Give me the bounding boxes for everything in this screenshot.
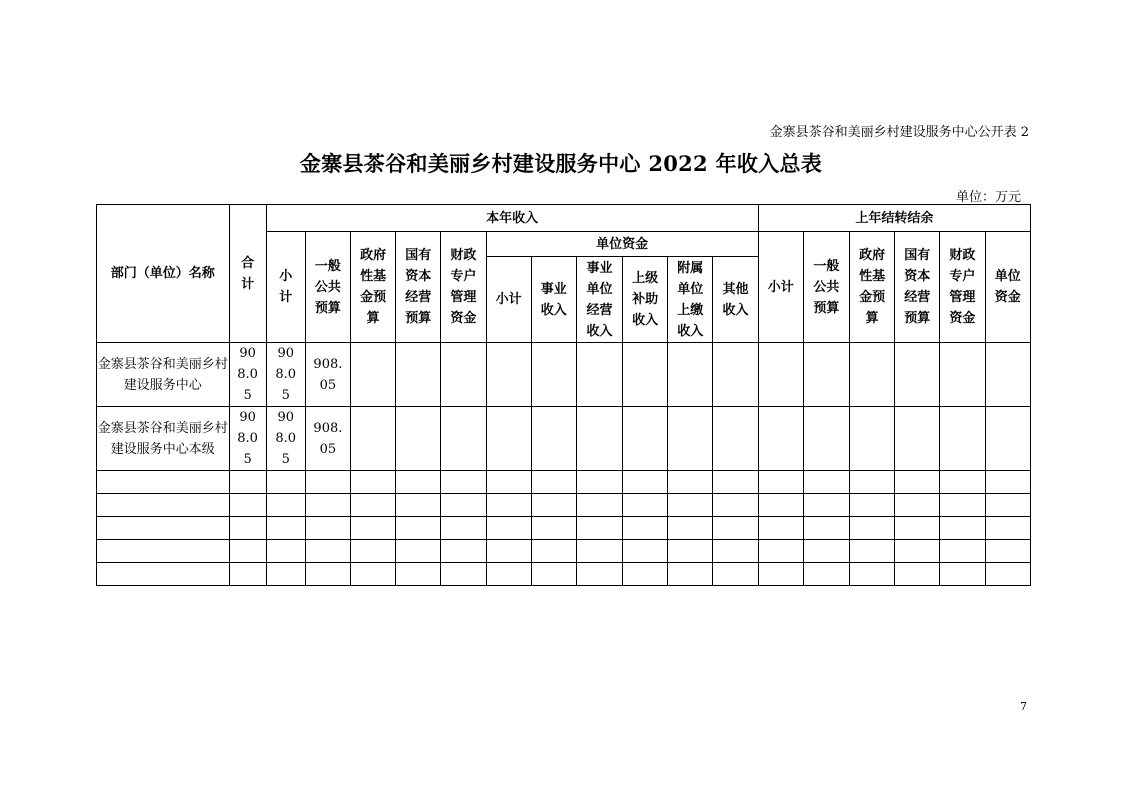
col-header-prior-capital [895, 232, 940, 343]
group-header-unit-funds: 单位资金 [486, 232, 758, 257]
col-header-total [229, 205, 266, 343]
col-header-text: 单位资金 [994, 269, 1021, 305]
group-header-prior-carryover: 上年结转结余 [758, 205, 1030, 232]
cell-value: 908.05 [237, 410, 258, 467]
col-header-prior-subtotal [758, 232, 803, 343]
col-header-text: 小计 [495, 292, 522, 307]
col-header-prior-special [940, 232, 985, 343]
col-header-text: 一般公共预算 [813, 258, 840, 316]
form-number: 金寨县茶谷和美丽乡村建设服务中心公开表 2 [769, 125, 1029, 140]
row-total [229, 343, 266, 407]
row-general-budget [305, 407, 350, 471]
col-header-cur-capital [396, 232, 441, 343]
col-header-unit-other [713, 257, 758, 343]
col-header-text: 附属单位上缴收入 [677, 260, 704, 339]
cell-value: 908.05 [275, 410, 297, 467]
col-header-unit-subsidy [623, 257, 668, 343]
table-row-empty [97, 494, 1031, 517]
col-header-text: 事业单位经营收入 [586, 260, 613, 339]
col-header-text: 上级补助收入 [632, 271, 659, 328]
group-header-current-year: 本年收入 [266, 205, 758, 232]
col-header-text: 一般公共预算 [314, 258, 341, 316]
row-name: 金寨县茶谷和美丽乡村建设服务中心 [97, 343, 230, 407]
col-header-unit-business [531, 257, 576, 343]
table-row-empty [97, 540, 1031, 563]
col-header-text: 小计 [767, 279, 794, 295]
table-row [97, 407, 1031, 471]
cell-value: 908.05 [275, 346, 297, 403]
table-row-empty [97, 517, 1031, 540]
cell-value: 908.05 [313, 356, 343, 393]
col-header-cur-general [305, 232, 350, 343]
table-row-empty [97, 563, 1031, 586]
col-header-prior-general [803, 232, 849, 343]
income-summary-table [96, 204, 1031, 586]
col-header-unit-operation [576, 257, 622, 343]
col-header-prior-unit [985, 232, 1030, 343]
row-total [229, 407, 266, 471]
col-header-name: 部门（单位）名称 [97, 205, 230, 343]
col-header-text: 财政专户管理资金 [949, 248, 976, 326]
col-header-unit-subtotal [486, 257, 531, 343]
col-header-text: 财政专户管理资金 [450, 248, 477, 326]
col-header-text: 其他收入 [722, 281, 749, 318]
col-header-unit-affiliate [668, 257, 713, 343]
row-subtotal [266, 343, 305, 407]
col-header-text: 小计 [279, 269, 293, 305]
col-header-prior-fund [850, 232, 895, 343]
col-header-text: 政府性基金预算 [360, 248, 387, 326]
col-header-total-text: 合计 [241, 255, 255, 292]
row-name: 金寨县茶谷和美丽乡村建设服务中心本级 [97, 407, 230, 471]
col-header-text: 政府性基金预算 [859, 248, 886, 326]
col-header-cur-subtotal [266, 232, 305, 343]
col-header-cur-fund [351, 232, 396, 343]
row-general-budget [305, 343, 350, 407]
col-header-text: 国有资本经营预算 [405, 248, 432, 326]
table-row [97, 343, 1031, 407]
table-row-empty [97, 471, 1031, 494]
col-header-text: 事业收入 [540, 281, 567, 318]
unit-label: 单位：万元 [955, 190, 1021, 205]
row-subtotal [266, 407, 305, 471]
page-number: 7 [1020, 700, 1027, 713]
cell-value: 908.05 [313, 420, 343, 457]
cell-value: 908.05 [237, 346, 258, 403]
page-title: 金寨县茶谷和美丽乡村建设服务中心 2022 年收入总表 [299, 151, 823, 176]
col-header-cur-special [441, 232, 486, 343]
col-header-text: 国有资本经营预算 [904, 248, 931, 326]
